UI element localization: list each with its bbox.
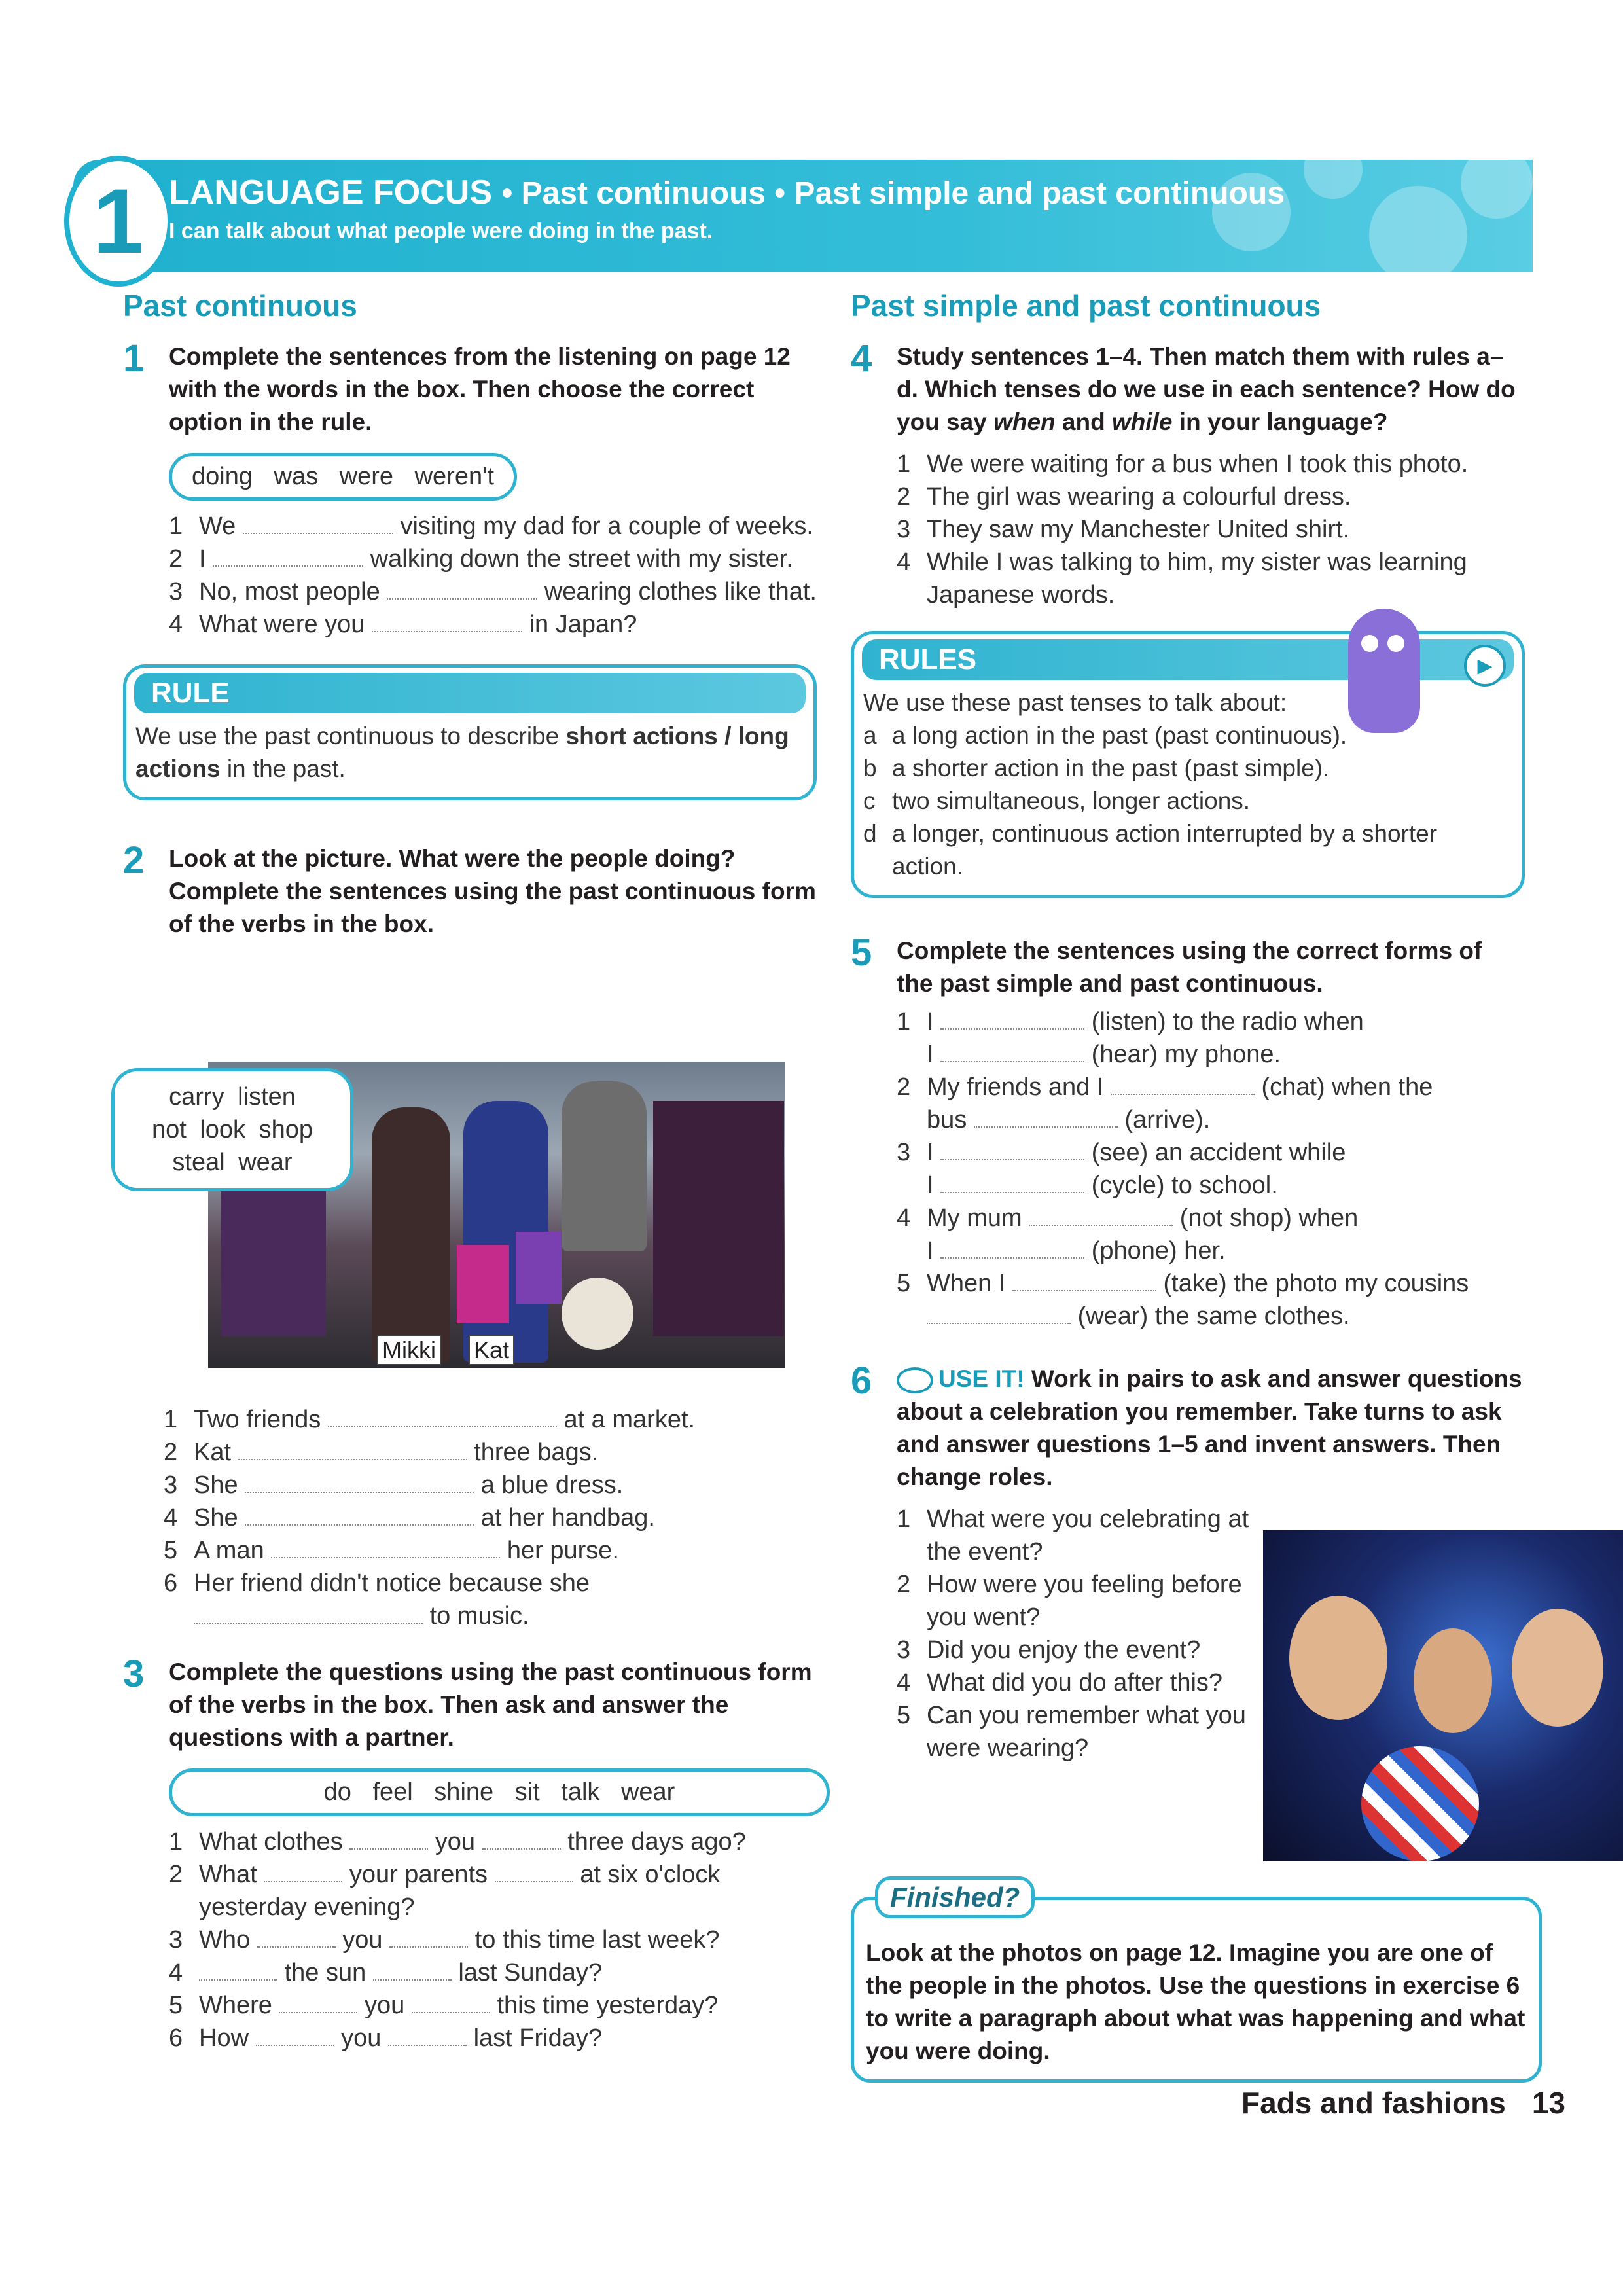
word-box: do feel shine sit talk wear xyxy=(169,1768,830,1816)
list-item xyxy=(164,1436,792,1469)
item-number: 1 xyxy=(169,1828,183,1856)
item-text: three bags. xyxy=(474,1439,599,1466)
item-number: 2 xyxy=(169,1861,183,1888)
answer-gap[interactable] xyxy=(271,1537,500,1558)
left-column xyxy=(123,288,817,941)
shopping-bag xyxy=(457,1245,509,1323)
item-text: Her friend didn't notice because she xyxy=(194,1570,590,1597)
decor-bubble xyxy=(1461,160,1533,219)
item-text: bus xyxy=(927,1106,967,1134)
item-text: While I was talking to him, my sister was learning Japanese words. xyxy=(927,548,1467,609)
item-text: you xyxy=(365,1992,405,2019)
item-text: the sun xyxy=(284,1959,366,1986)
item-text: My friends and I xyxy=(927,1073,1104,1101)
answer-gap[interactable] xyxy=(238,1439,467,1460)
list-item xyxy=(169,543,817,575)
item-text: My mum xyxy=(927,1204,1022,1232)
answer-gap[interactable] xyxy=(495,1861,573,1882)
list-item xyxy=(897,1202,1525,1267)
answer-gap[interactable] xyxy=(388,2025,467,2046)
answer-gap[interactable] xyxy=(328,1407,557,1427)
rule-item xyxy=(863,752,1512,785)
item-text: you xyxy=(435,1828,476,1856)
item-text: (take) the photo my cousins xyxy=(1163,1270,1469,1297)
rules-box xyxy=(851,631,1525,898)
answer-gap[interactable] xyxy=(940,1238,1084,1259)
answer-gap[interactable] xyxy=(387,579,537,600)
list-item xyxy=(164,1534,792,1567)
item-text: What xyxy=(199,1861,257,1888)
list-item xyxy=(897,1005,1525,1071)
rule-text: a shorter action in the past (past simple). xyxy=(892,755,1330,781)
item-text: The girl was wearing a colourful dress. xyxy=(927,483,1351,511)
shopping-bag xyxy=(516,1232,562,1304)
finished-tag: Finished? xyxy=(875,1876,1035,1918)
item-text: to this time last week? xyxy=(474,1926,720,1954)
item-text: Two friends xyxy=(194,1406,321,1433)
item-number: 4 xyxy=(164,1504,178,1532)
exercise-items xyxy=(169,1825,830,2054)
item-text: (not shop) when xyxy=(1179,1204,1359,1232)
photo-label-kat: Kat xyxy=(469,1335,514,1365)
exercise-instruction: Complete the sentences using the correct forms of the past simple and past continuous. xyxy=(897,937,1482,997)
exercise-items xyxy=(897,1503,1263,1765)
answer-gap[interactable] xyxy=(243,513,393,534)
exercise-2-items xyxy=(164,1403,792,1632)
instruction-part: and xyxy=(1055,408,1112,435)
answer-gap[interactable] xyxy=(372,611,522,632)
list-item xyxy=(897,1666,1263,1699)
photo-label-mikki: Mikki xyxy=(377,1335,441,1365)
item-number: 4 xyxy=(169,611,183,638)
answer-gap[interactable] xyxy=(482,1829,561,1850)
list-item xyxy=(169,1858,830,1924)
item-text: (chat) when the xyxy=(1261,1073,1433,1101)
list-item xyxy=(897,1634,1263,1666)
item-text: (arrive). xyxy=(1124,1106,1211,1134)
list-item xyxy=(169,1924,830,1956)
exercise-2 xyxy=(123,839,817,941)
page-number: 13 xyxy=(1531,2086,1565,2120)
exercise-number: 4 xyxy=(851,337,872,380)
item-number: 6 xyxy=(164,1570,178,1597)
person-figure xyxy=(372,1107,450,1363)
answer-gap[interactable] xyxy=(213,546,363,567)
rule-letter: c xyxy=(863,787,876,814)
item-text: at six o'clock yesterday evening? xyxy=(199,1861,721,1921)
item-text: (hear) my phone. xyxy=(1091,1041,1281,1068)
item-text: I xyxy=(927,1008,934,1035)
item-number: 5 xyxy=(169,1992,183,2019)
answer-gap[interactable] xyxy=(264,1861,342,1882)
list-item xyxy=(897,513,1525,546)
word-box: doing was were weren't xyxy=(169,453,517,501)
unit-name: Fads and fashions xyxy=(1241,2086,1506,2120)
dog-shape xyxy=(562,1278,633,1350)
rule-text: two simultaneous, longer actions. xyxy=(892,787,1251,814)
exercise-number: 6 xyxy=(851,1359,872,1402)
rule-text xyxy=(126,717,813,797)
list-item xyxy=(897,1267,1525,1333)
exercise-items xyxy=(897,1005,1525,1333)
item-text: your parents xyxy=(349,1861,488,1888)
rule-text-part: in the past. xyxy=(220,755,346,782)
answer-gap[interactable] xyxy=(389,1927,468,1948)
item-text: visiting my dad for a couple of weeks. xyxy=(400,512,813,540)
answer-gap[interactable] xyxy=(279,1992,357,2013)
answer-gap[interactable] xyxy=(940,1172,1084,1193)
item-text: you xyxy=(342,1926,383,1954)
exercise-4 xyxy=(851,337,1525,611)
answer-gap[interactable] xyxy=(927,1303,1071,1324)
item-number: 3 xyxy=(897,1636,911,1664)
language-focus-label: LANGUAGE FOCUS xyxy=(169,173,492,211)
list-item xyxy=(897,480,1525,513)
item-text: a blue dress. xyxy=(480,1471,624,1499)
item-text: We xyxy=(199,512,236,540)
exercise-number: 2 xyxy=(123,839,145,882)
item-text: They saw my Manchester United shirt. xyxy=(927,516,1350,543)
item-text: Did you enjoy the event? xyxy=(927,1636,1201,1664)
item-number: 2 xyxy=(897,1571,911,1598)
item-number: 4 xyxy=(897,1204,911,1232)
item-text: I xyxy=(927,1041,934,1068)
clothes-rack-shape xyxy=(653,1101,784,1336)
list-item xyxy=(164,1567,792,1632)
mascot-eye xyxy=(1387,635,1404,652)
can-do-statement: I can talk about what people were doing in the past. xyxy=(169,219,713,243)
item-text: She xyxy=(194,1504,238,1532)
item-number: 4 xyxy=(897,548,911,576)
item-text: What were you celebrating at the event? xyxy=(927,1505,1249,1566)
answer-gap[interactable] xyxy=(245,1472,474,1493)
section-title-past-continuous: Past continuous xyxy=(123,289,357,323)
item-number: 1 xyxy=(164,1406,178,1433)
item-number: 2 xyxy=(169,545,183,573)
item-text: three days ago? xyxy=(567,1828,746,1856)
item-text: at a market. xyxy=(563,1406,696,1433)
list-item xyxy=(897,1136,1525,1202)
answer-gap[interactable] xyxy=(974,1107,1118,1128)
verb-box-line: steal wear xyxy=(172,1149,293,1176)
list-item xyxy=(169,510,817,543)
item-text: last Sunday? xyxy=(458,1959,603,1986)
instruction-word: when xyxy=(993,408,1056,435)
item-text: Who xyxy=(199,1926,251,1954)
exercise-instruction xyxy=(897,1363,1525,1494)
item-text: No, most people xyxy=(199,578,380,605)
item-text: her purse. xyxy=(507,1537,619,1564)
item-text: She xyxy=(194,1471,238,1499)
rule-option[interactable]: short actions / long actions xyxy=(135,723,789,782)
rules-title-text: RULES xyxy=(879,643,977,675)
rule-letter: a xyxy=(863,722,877,749)
answer-gap[interactable] xyxy=(199,1960,277,1981)
answer-gap[interactable] xyxy=(940,1041,1084,1062)
exercise-items xyxy=(169,510,817,641)
list-item xyxy=(169,1825,830,1858)
exercise-instruction: Complete the questions using the past continuous form of the verbs in the box. Then ask and answer the questions with a partner. xyxy=(169,1659,812,1751)
list-item xyxy=(897,1568,1263,1634)
rules-body xyxy=(854,684,1522,895)
list-item xyxy=(169,608,817,641)
rule-item xyxy=(863,719,1512,752)
item-text: to music. xyxy=(429,1602,529,1630)
item-text: What did you do after this? xyxy=(927,1669,1223,1696)
item-text: you xyxy=(341,2024,382,2052)
person-face xyxy=(1512,1609,1603,1727)
item-text: How xyxy=(199,2024,249,2052)
item-text: What clothes xyxy=(199,1828,343,1856)
item-text: We were waiting for a bus when I took this photo. xyxy=(927,450,1469,478)
exercise-5 xyxy=(851,931,1525,1333)
instruction-part: in your language? xyxy=(1172,408,1388,435)
rule-letter: d xyxy=(863,820,877,847)
item-text: walking down the street with my sister. xyxy=(370,545,793,573)
item-number: 1 xyxy=(169,512,183,540)
instruction-text: Work in pairs to ask and answer questions about a celebration you remember. Take turns to ask and answer questions 1–5 and invent answers. Then change roles. xyxy=(897,1365,1522,1490)
decor-bubble xyxy=(1369,186,1467,272)
person-figure xyxy=(562,1081,647,1251)
exercise-instruction xyxy=(897,340,1525,439)
list-item xyxy=(897,448,1525,480)
play-icon[interactable]: ▶ xyxy=(1464,645,1506,687)
answer-gap[interactable] xyxy=(373,1960,452,1981)
list-item xyxy=(169,575,817,608)
item-number: 2 xyxy=(897,483,911,511)
item-number: 6 xyxy=(169,2024,183,2052)
answer-gap[interactable] xyxy=(257,1927,336,1948)
item-text: in Japan? xyxy=(529,611,637,638)
answer-gap[interactable] xyxy=(256,2025,334,2046)
item-number: 4 xyxy=(897,1669,911,1696)
item-number: 2 xyxy=(164,1439,178,1466)
item-text: A man xyxy=(194,1537,264,1564)
finished-box xyxy=(851,1882,1542,2083)
item-text: (phone) her. xyxy=(1091,1237,1226,1265)
item-text: I xyxy=(927,1237,934,1265)
rules-intro: We use these past tenses to talk about: xyxy=(863,689,1287,716)
rule-item xyxy=(863,817,1512,883)
list-item xyxy=(164,1403,792,1436)
item-text: (cycle) to school. xyxy=(1091,1172,1278,1199)
answer-gap[interactable] xyxy=(1012,1270,1156,1291)
exercise-number: 1 xyxy=(123,337,145,380)
answer-gap[interactable] xyxy=(245,1505,474,1526)
use-it-label: USE IT! xyxy=(938,1365,1025,1392)
item-text: Can you remember what you were wearing? xyxy=(927,1702,1246,1762)
person-face xyxy=(1414,1628,1492,1733)
list-item xyxy=(164,1501,792,1534)
answer-gap[interactable] xyxy=(1029,1205,1173,1226)
exercise-number: 3 xyxy=(123,1653,145,1695)
exercise-items xyxy=(897,448,1525,611)
answer-gap[interactable] xyxy=(349,1829,428,1850)
finished-text: Look at the photos on page 12. Imagine you are one of the people in the photos. Use the questions in exercise 6 to write a paragraph about what was happening and what you were doing. xyxy=(866,1939,1525,2064)
item-number: 3 xyxy=(897,1139,911,1166)
list-item xyxy=(169,1956,830,1989)
item-text: I xyxy=(927,1139,934,1166)
item-text: wearing clothes like that. xyxy=(544,578,817,605)
person-face xyxy=(1289,1596,1387,1720)
answer-gap[interactable] xyxy=(940,1009,1084,1030)
exercise-instruction: Look at the picture. What were the people doing? Complete the sentences using the past continuous form of the verbs in the box. xyxy=(169,845,816,937)
exercise-3 xyxy=(123,1653,830,2054)
item-number: 1 xyxy=(897,1505,911,1533)
speech-bubble-icon xyxy=(897,1367,933,1393)
decor-bubble xyxy=(1304,160,1363,199)
exercise-instruction: Complete the sentences from the listening on page 12 with the words in the box. Then choose the correct option in the rule. xyxy=(169,343,791,435)
page-footer xyxy=(1241,2085,1565,2121)
list-item xyxy=(897,1071,1525,1136)
rule-box xyxy=(123,664,817,800)
rule-text: a longer, continuous action interrupted by a shorter action. xyxy=(892,820,1438,880)
exercise-number: 5 xyxy=(851,931,872,974)
balloon-shape xyxy=(1361,1746,1479,1861)
item-number: 5 xyxy=(164,1537,178,1564)
topic-subtitle: • Past continuous • Past simple and past continuous xyxy=(501,176,1285,211)
rule-text-part: We use the past continuous to describe xyxy=(135,723,566,749)
answer-gap[interactable] xyxy=(1111,1074,1255,1095)
section-title-past-simple-continuous: Past simple and past continuous xyxy=(851,289,1321,323)
mascot-illustration xyxy=(1348,609,1420,733)
item-number: 3 xyxy=(169,578,183,605)
item-text: (wear) the same clothes. xyxy=(1077,1302,1350,1330)
item-text: What were you xyxy=(199,611,365,638)
item-number: 1 xyxy=(897,450,911,478)
list-item xyxy=(169,2022,830,2054)
item-number: 4 xyxy=(169,1959,183,1986)
unit-number-badge: 1 xyxy=(64,156,173,287)
item-number: 1 xyxy=(897,1008,911,1035)
list-item xyxy=(897,1503,1263,1568)
item-number: 3 xyxy=(169,1926,183,1954)
item-text: When I xyxy=(927,1270,1006,1297)
item-text: Where xyxy=(199,1992,272,2019)
item-text: How were you feeling before you went? xyxy=(927,1571,1242,1631)
item-text: (listen) to the radio when xyxy=(1091,1008,1364,1035)
item-number: 2 xyxy=(897,1073,911,1101)
item-text: (see) an accident while xyxy=(1091,1139,1346,1166)
unit-title xyxy=(169,173,1285,212)
answer-gap[interactable] xyxy=(412,1992,490,2013)
answer-gap[interactable] xyxy=(940,1139,1084,1160)
rule-text: a long action in the past (past continuous). xyxy=(892,722,1347,749)
list-item xyxy=(169,1989,830,2022)
rule-item xyxy=(863,785,1512,817)
mascot-eye xyxy=(1361,635,1378,652)
item-text: I xyxy=(199,545,206,573)
item-number: 5 xyxy=(897,1702,911,1729)
instruction-part: Study sentences 1–4. Then match them with rules a–d. Which tenses do we use in each sentence? How do you say xyxy=(897,343,1516,435)
item-text: I xyxy=(927,1172,934,1199)
instruction-word: while xyxy=(1111,408,1173,435)
item-number: 5 xyxy=(897,1270,911,1297)
rule-letter: b xyxy=(863,755,877,781)
item-number: 3 xyxy=(164,1471,178,1499)
rule-title: RULE xyxy=(134,673,806,713)
list-item xyxy=(897,546,1525,611)
exercise-1 xyxy=(123,337,817,641)
item-text: this time yesterday? xyxy=(497,1992,719,2019)
item-number: 3 xyxy=(897,516,911,543)
verb-box-line: carry listen xyxy=(169,1083,296,1111)
answer-gap[interactable] xyxy=(194,1603,423,1624)
verb-box-line: not look shop xyxy=(151,1116,313,1143)
list-item xyxy=(897,1699,1263,1765)
list-item xyxy=(164,1469,792,1501)
item-text: at her handbag. xyxy=(480,1504,655,1532)
celebration-photo xyxy=(1263,1530,1623,1861)
verb-box xyxy=(111,1068,353,1191)
item-text: last Friday? xyxy=(473,2024,602,2052)
item-text: Kat xyxy=(194,1439,232,1466)
